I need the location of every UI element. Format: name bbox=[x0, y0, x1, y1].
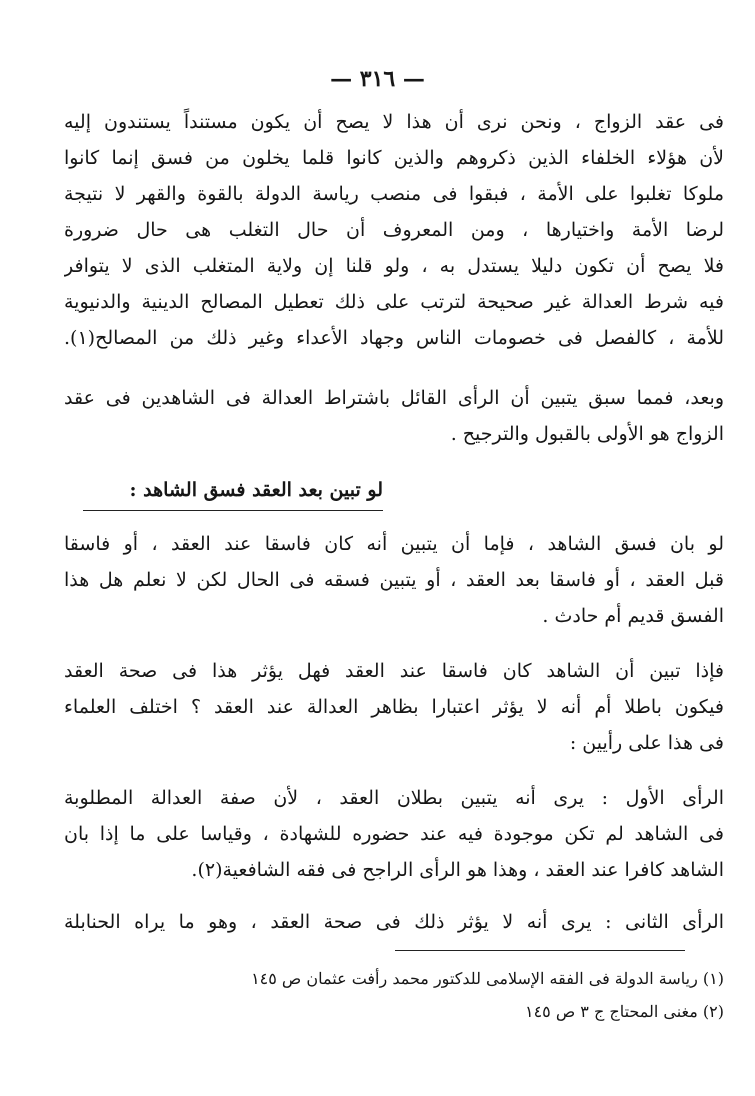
text-line: للأمة ، كالفصل فى خصومات الناس وجهاد الأعداء وغير ذلك من المصالح(١). bbox=[64, 327, 724, 349]
text-line: لأن هؤلاء الخلفاء الذين ذكروهم والذين كانوا قلما يخلون من فسق إنما كانوا bbox=[64, 147, 724, 169]
text-line: لو بان فسق الشاهد ، فإما أن يتبين أنه كان فاسقا عند العقد ، أو فاسقا bbox=[64, 533, 724, 555]
text-line: الرأى الأول : يرى أنه يتبين بطلان العقد ، لأن صفة العدالة المطلوبة bbox=[64, 787, 724, 809]
heading-underline bbox=[83, 510, 383, 511]
text-line: فلا يصح أن تكون دليلا يستدل به ، ولو قلنا إن ولاية المتغلب الذى لا يتوافر bbox=[64, 255, 724, 277]
paragraph bbox=[64, 653, 724, 761]
text-line: قبل العقد ، أو فاسقا بعد العقد ، أو يتبين فسقه فى الحال لكن لا نعلم هل هذا bbox=[64, 569, 724, 591]
paragraph bbox=[64, 904, 724, 940]
text-line: فإذا تبين أن الشاهد كان فاسقا عند العقد فهل يؤثر هذا فى صحة العقد bbox=[64, 660, 724, 682]
text-line: الرأى الثانى : يرى أنه لا يؤثر ذلك فى صحة العقد ، وهو ما يراه الحنابلة bbox=[64, 911, 724, 933]
text-line: فى هذا على رأيين : bbox=[569, 732, 724, 754]
paragraph bbox=[64, 526, 724, 634]
section-heading: لو تبين بعد العقد فسق الشاهد : bbox=[129, 479, 383, 501]
text-line: وبعد، فمما سبق يتبين أن الرأى القائل باشتراط العدالة فى الشاهدين فى عقد bbox=[64, 387, 724, 409]
text-line: ملوكا تغلبوا على الأمة ، فبقوا فى منصب رياسة الدولة بالقوة والقهر لا نتيجة bbox=[64, 183, 724, 205]
text-line: لرضا الأمة واختيارها ، ومن المعروف أن حال التغلب هى حال ضرورة bbox=[64, 219, 724, 241]
text-line: الزواج هو الأولى بالقبول والترجيح . bbox=[450, 423, 724, 445]
footnote: (١) رياسة الدولة فى الفقه الإسلامى للدكتور محمد رأفت عثمان ص ١٤٥ bbox=[251, 969, 724, 988]
footnote: (٢) مغنى المحتاج ج ٣ ص ١٤٥ bbox=[524, 1002, 724, 1021]
paragraph bbox=[64, 780, 724, 888]
text-line: فيكون باطلا أم أنه لا يؤثر اعتبارا بظاهر العدالة عند العقد ؟ اختلف العلماء bbox=[64, 696, 724, 718]
footnote-separator bbox=[395, 950, 685, 951]
text-line: فى عقد الزواج ، ونحن نرى أن هذا لا يصح أن يكون مستنداً يستندون إليه bbox=[64, 111, 724, 133]
text-line: الشاهد كافرا عند العقد ، وهذا هو الرأى الراجح فى فقه الشافعية(٢). bbox=[191, 859, 724, 881]
text-line: فيه شرط العدالة غير صحيحة لترتب على ذلك تعطيل المصالح الدينية والدنيوية bbox=[64, 291, 724, 313]
text-line: فى الشاهد لم تكن موجودة فيه عند حضوره للشهادة ، وقياسا على ما إذا بان bbox=[64, 823, 724, 845]
paragraph bbox=[64, 380, 724, 452]
footnotes bbox=[150, 962, 724, 1028]
page-number: — ٣١٦ — bbox=[330, 66, 425, 92]
text-line: الفسق قديم أم حادث . bbox=[542, 605, 724, 627]
paragraph bbox=[64, 104, 724, 356]
